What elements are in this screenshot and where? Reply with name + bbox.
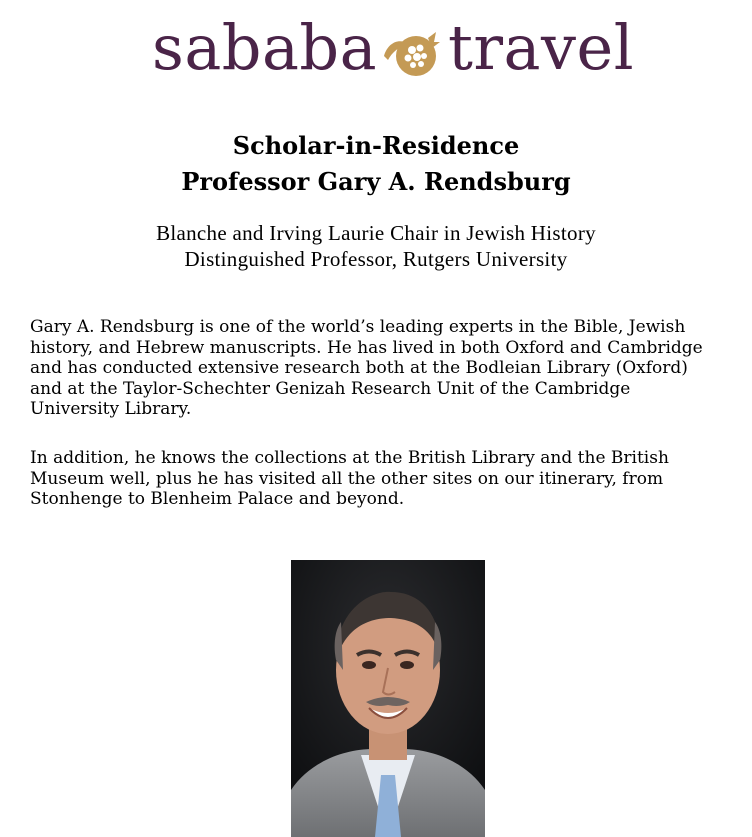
title-role: Scholar-in-Residence [232,131,520,160]
subtitle-position: Distinguished Professor, Rutgers University [184,247,568,271]
title-block [0,128,752,200]
bio-line: Gary A. Rendsburg is one of the world’s leading experts in the Bible, Jewish [30,317,686,337]
subtitle-chair: Blanche and Irving Laurie Chair in Jewish History [156,221,596,245]
bio-line: University Library. [30,399,192,419]
logo-right-word: travel [448,11,635,84]
pomegranate-icon [378,26,442,82]
logo-left-word: sababa [152,11,378,84]
subtitle-block [0,220,752,272]
bio-line: history, and Hebrew manuscripts. He has lived in both Oxford and Cambridge [30,337,703,358]
itinerary-line: Museum well, plus he has visited all the other sites on our itinerary, from [30,468,664,489]
title-name: Professor Gary A. Rendsburg [181,167,571,196]
sababa-travel-logo [150,8,635,88]
portrait-photo [291,560,485,837]
bio-paragraph [30,317,750,420]
bio-line: and at the Taylor-Schechter Genizah Research Unit of the Cambridge [30,378,631,399]
itinerary-line: In addition, he knows the collections at the British Library and the British [30,448,669,468]
itinerary-paragraph [30,448,750,510]
itinerary-line: Stonhenge to Blenheim Palace and beyond. [30,489,405,509]
bio-line: and has conducted extensive research both at the Bodleian Library (Oxford) [30,358,688,378]
